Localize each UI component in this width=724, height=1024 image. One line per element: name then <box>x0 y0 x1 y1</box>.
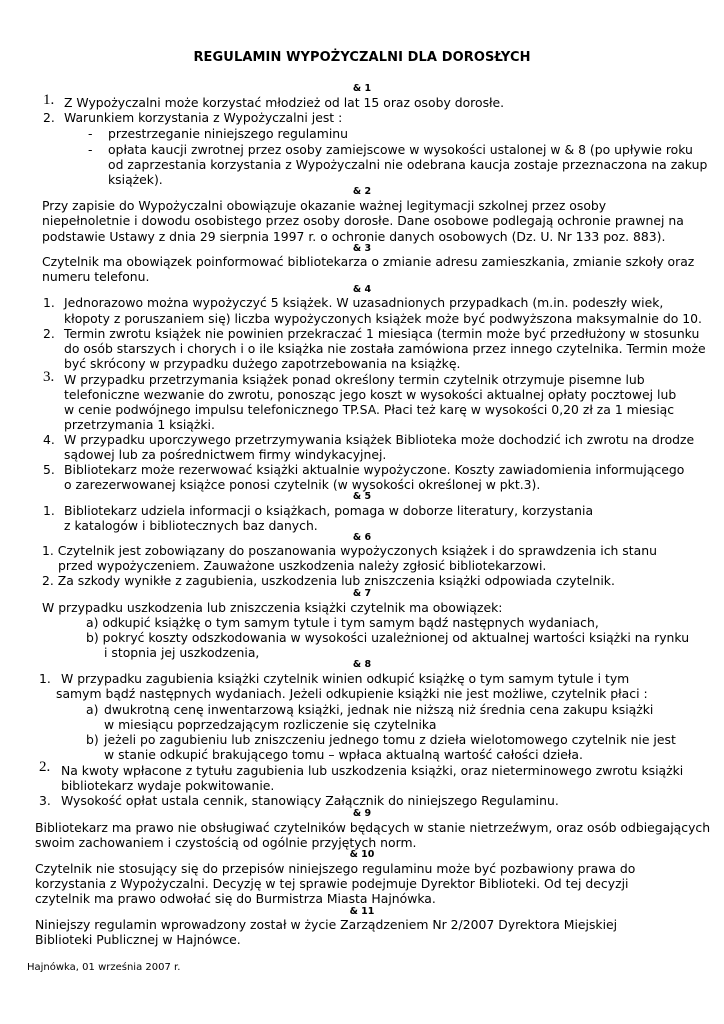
section-heading: & 11 <box>349 906 375 917</box>
paragraph-line: w stanie odkupić brakującego tomu – wpłaca aktualną wartość całości dzieła. <box>104 747 583 762</box>
paragraph-line: niepełnoletnie i dowodu osobistego przez osoby dorosłe. Dane osobowe podlegają ochronie prawnej na <box>42 213 684 228</box>
list-marker: 4. <box>43 432 55 447</box>
paragraph-line: przetrzymania 1 książki. <box>64 417 215 432</box>
section-heading: & 6 <box>352 532 372 543</box>
paragraph-line: W przypadku zagubienia książki czytelnik winien odkupić książkę o tym samym tytule i tym <box>61 671 630 686</box>
list-marker: 3. <box>39 793 51 808</box>
paragraph-line: opłata kaucji zwrotnej przez osoby zamiejscowe w wysokości ustalonej w & 8 (po upływie roku <box>108 142 693 157</box>
document-title: REGULAMIN WYPOŻYCZALNI DLA DOROSŁYCH <box>193 50 531 65</box>
paragraph-line: W przypadku uporczywego przetrzymywania książek Biblioteka może dochodzić ich zwrotu na drodze <box>64 432 695 447</box>
paragraph-line: Z Wypożyczalni może korzystać młodzież od lat 15 oraz osoby dorosłe. <box>64 95 505 110</box>
paragraph-line: o zarezerwowanej książce ponosi czytelnik (w wysokości określonej w pkt.3). <box>64 477 541 492</box>
list-marker: 5. <box>43 462 55 477</box>
list-marker: 2. <box>43 110 55 125</box>
paragraph-line: i stopnia jej uszkodzenia, <box>104 645 260 660</box>
paragraph-line: czytelnik ma prawo odwołać się do Burmistrza Miasta Hajnówka. <box>35 891 436 906</box>
paragraph-line: dwukrotną cenę inwentarzową książki, jednak nie niższą niż średnia cena zakupu książki <box>104 702 654 717</box>
list-marker: 2. <box>43 326 55 341</box>
paragraph-line: Niniejszy regulamin wprowadzony został w życie Zarządzeniem Nr 2/2007 Dyrektora Miejskiej <box>35 917 618 932</box>
paragraph-line: W przypadku uszkodzenia lub zniszczenia książki czytelnik ma obowiązek: <box>42 600 503 615</box>
paragraph-line: Czytelnik ma obowiązek poinformować bibliotekarza o zmianie adresu zamieszkania, zmianie szkoły oraz <box>42 254 695 269</box>
paragraph-line: numeru telefonu. <box>42 269 150 284</box>
section-heading: & 1 <box>352 83 372 94</box>
section-heading: & 8 <box>352 659 372 670</box>
list-marker: 1. <box>43 295 55 310</box>
paragraph-line: swoim zachowaniem i czystością od ogólnie przyjętych norm. <box>35 835 417 850</box>
list-marker: b) <box>86 732 99 747</box>
section-heading: & 3 <box>352 243 372 254</box>
paragraph-line: od zaprzestania korzystania z Wypożyczalni nie odebrana kaucja zostaje przeznaczona na zakup <box>108 157 708 172</box>
paragraph-line: do osób starszych i chorych i o ile książka nie została zamówiona przez innego czytelnika. Termin może <box>64 341 706 356</box>
paragraph-line: sądowej lub za pośrednictwem firmy windykacyjnej. <box>64 447 387 462</box>
list-marker: 2. <box>39 759 51 775</box>
paragraph-line: W przypadku przetrzymania książek ponad określony termin czytelnik otrzymuje pisemne lub <box>64 372 645 387</box>
paragraph-line: Biblioteki Publicznej w Hajnówce. <box>35 932 241 947</box>
paragraph-line: Jednorazowo można wypożyczyć 5 książek. W uzasadnionych przypadkach (m.in. podeszły wiek, <box>64 295 664 310</box>
section-heading: & 7 <box>352 588 372 599</box>
section-heading: & 10 <box>349 849 375 860</box>
paragraph-line: Termin zwrotu książek nie powinien przekraczać 1 miesiąca (termin może być przedłużony w stosunku <box>64 326 700 341</box>
section-heading: & 4 <box>352 284 372 295</box>
paragraph-line: bibliotekarz wydaje pokwitowanie. <box>61 778 275 793</box>
paragraph-line: z katalogów i bibliotecznych baz danych. <box>64 518 318 533</box>
list-marker: 1. <box>43 92 55 108</box>
paragraph-line: a) odkupić książkę o tym samym tytule i tym samym bądź następnych wydaniach, <box>86 615 599 630</box>
footer-date: Hajnówka, 01 września 2007 r. <box>27 962 181 973</box>
paragraph-line: Bibliotekarz udziela informacji o książkach, pomaga w doborze literatury, korzystania <box>64 503 594 518</box>
paragraph-line: 1. Czytelnik jest zobowiązany do poszanowania wypożyczonych książek i do sprawdzenia ich stanu <box>42 543 657 558</box>
paragraph-line: Bibliotekarz może rezerwować książki aktualnie wypożyczone. Koszty zawiadomienia informującego <box>64 462 685 477</box>
paragraph-line: być skrócony w przypadku dużego zapotrzebowania na książkę. <box>64 356 461 371</box>
list-marker: - <box>88 142 93 157</box>
paragraph-line: Warunkiem korzystania z Wypożyczalni jest : <box>64 110 343 125</box>
section-heading: & 5 <box>352 491 372 502</box>
paragraph-line: korzystania z Wypożyczalni. Decyzję w tej sprawie podejmuje Dyrektor Biblioteki. Od tej decyzji <box>35 876 629 891</box>
paragraph-line: samym bądź następnych wydaniach. Jeżeli odkupienie książki nie jest możliwe, czytelnik płaci : <box>56 686 648 701</box>
list-marker: 3. <box>43 369 55 385</box>
paragraph-line: przestrzeganie niniejszego regulaminu <box>108 126 348 141</box>
list-marker: 1. <box>39 671 51 686</box>
paragraph-line: przed wypożyczeniem. Zauważone uszkodzenia należy zgłosić bibliotekarzowi. <box>58 558 547 573</box>
paragraph-line: w miesiącu poprzedzającym rozliczenie się czytelnika <box>104 717 437 732</box>
paragraph-line: Na kwoty wpłacone z tytułu zagubienia lub uszkodzenia książki, oraz nieterminowego zwrotu książki <box>61 763 684 778</box>
paragraph-line: kłopoty z poruszaniem się) liczba wypożyczonych książek może być podwyższona maksymalnie do 10. <box>64 311 702 326</box>
paragraph-line: jeżeli po zagubieniu lub zniszczeniu jednego tomu z dzieła wielotomowego czytelnik nie jest <box>104 732 676 747</box>
paragraph-line: b) pokryć koszty odszkodowania w wysokości uzależnionej od aktualnej wartości książki na rynku <box>86 630 690 645</box>
section-heading: & 9 <box>352 808 372 819</box>
paragraph-line: Czytelnik nie stosujący się do przepisów niniejszego regulaminu może być pozbawiony prawa do <box>35 861 636 876</box>
list-marker: 1. <box>43 503 55 518</box>
section-heading: & 2 <box>352 186 372 197</box>
paragraph-line: telefoniczne wezwanie do zwrotu, ponosząc jego koszt w wysokości aktualnej opłaty pocztowej lub <box>64 387 677 402</box>
list-marker: - <box>88 126 93 141</box>
paragraph-line: w cenie podwójnego impulsu telefonicznego TP.SA. Płaci też karę w wysokości 0,20 zł za 1 miesiąc <box>64 402 675 417</box>
paragraph-line: Wysokość opłat ustala cennik, stanowiący Załącznik do niniejszego Regulaminu. <box>61 793 559 808</box>
paragraph-line: podstawie Ustawy z dnia 29 sierpnia 1997 r. o ochronie danych osobowych (Dz. U. Nr 133 poz. 883). <box>42 229 666 244</box>
paragraph-line: Przy zapisie do Wypożyczalni obowiązuje okazanie ważnej legitymacji szkolnej przez osoby <box>42 198 607 213</box>
paragraph-line: książek). <box>108 172 163 187</box>
paragraph-line: 2. Za szkody wynikłe z zagubienia, uszkodzenia lub zniszczenia książki odpowiada czytelnik. <box>42 573 615 588</box>
list-marker: a) <box>86 702 99 717</box>
paragraph-line: Bibliotekarz ma prawo nie obsługiwać czytelników będących w stanie nietrzeźwym, oraz osób odbiegających <box>35 820 711 835</box>
